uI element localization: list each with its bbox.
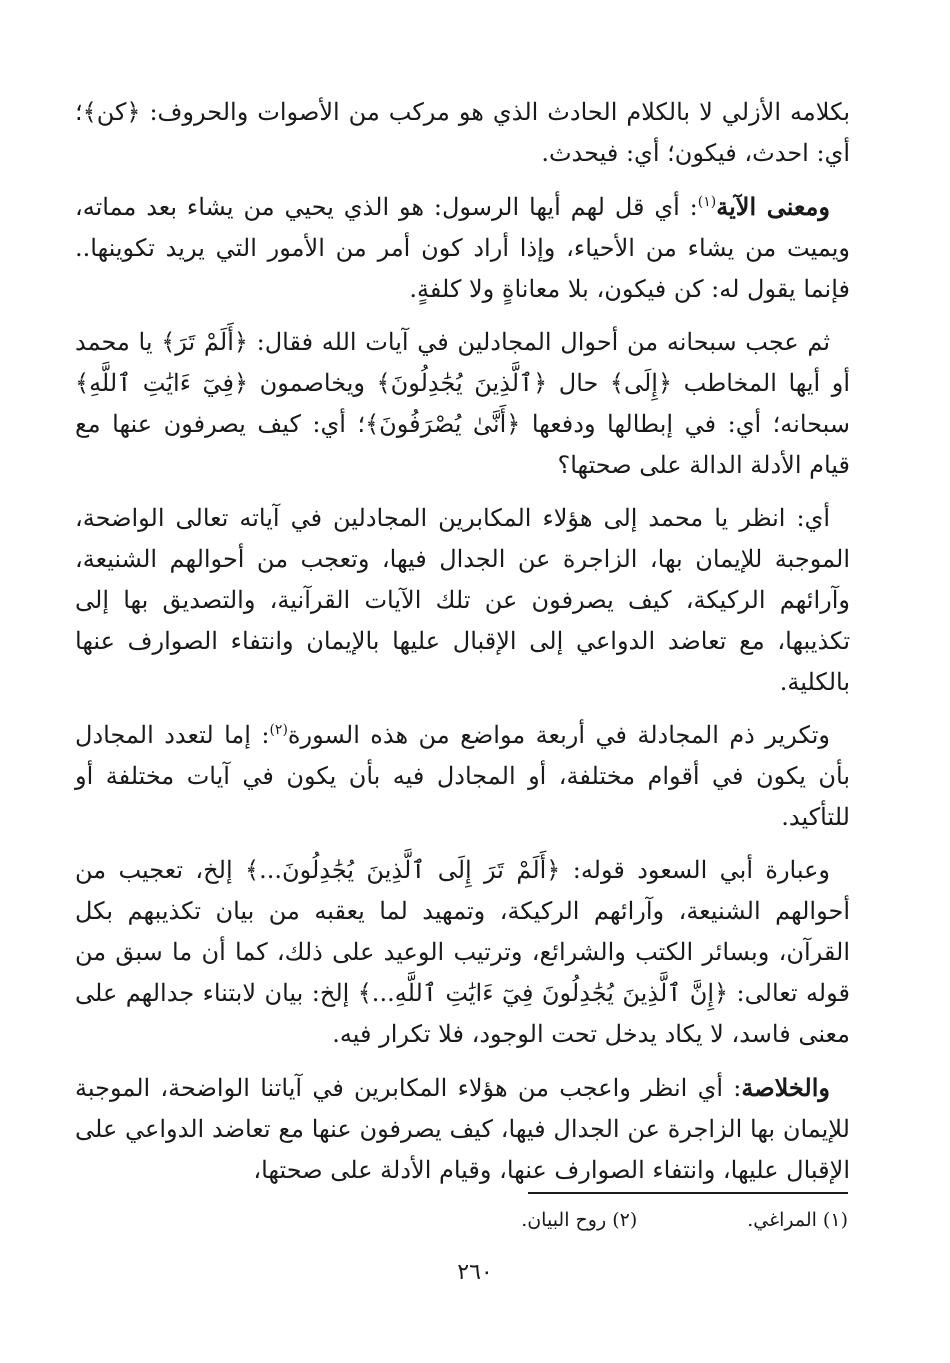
paragraph-text: : أي قل لهم أيها الرسول: هو الذي يحيي من يشاء بعد مماته، ويميت من يشاء من الأحياء، وإذا أراد كون أمر من الأمور التي يريد تكوينها.. فإنما يقول له: كن فيكون، بلا معاناةٍ ولا كلفةٍ. [75,193,850,303]
paragraph-3 [75,322,850,486]
footnote-ref: (١) [697,194,717,210]
paragraph-6 [75,850,850,1055]
paragraph-2 [75,186,850,310]
paragraph-5 [75,715,850,838]
footnote-2: (٢) روح البيان. [521,1209,638,1231]
paragraph-text: أي: انظر يا محمد إلى هؤلاء المكابرين المجادلين في آياته تعالى الواضحة، الموجبة للإيمان بها، الزاجرة عن الجدال فيها، وتعجب من أحوالهم الشنيعة، وآرائهم الركيكة، كيف يصرفون عن تلك الآيات القرآنية، والتصديق بها إلى تكذيبها، مع تعاضد الدواعي إلى الإقبال عليها بالإيمان وانتفاء الصوارف عنها بالكلية. [75,504,850,696]
paragraph-text: : إما لتعدد المجادل بأن يكون في أقوام مختلفة، أو المجادل فيه بأن يكون في آيات مختلفة أو للتأكيد. [75,721,851,831]
footnote-1: (١) المراغي. [747,1209,848,1231]
paragraph-4 [75,498,850,703]
paragraph-1 [75,92,850,174]
paragraph-7 [75,1067,850,1191]
paragraph-text: وعبارة أبي السعود قوله: ﴿أَلَمْ تَرَ إِلَى ٱلَّذِينَ يُجَٰدِلُونَ...﴾ إلخ، تعجيب من أحوالهم الشنيعة، وآرائهم الركيكة، وتمهيد لما يعقبه من بيان تكذيبهم بكل القرآن، وبسائر الكتب والشرائع، وترتيب الوعيد على ذلك، كما أن ما سبق من قوله تعالى: ﴿إِنَّ ٱلَّذِينَ يُجَٰدِلُونَ فِيٓ ءَايَٰتِ ٱللَّهِ...﴾ إلخ: بيان لابتناء جدالهم على معنى فاسد، لا يكاد يدخل تحت الوجود، فلا تكرار فيه. [75,856,850,1048]
footnotes [300,1205,848,1235]
paragraph-text: : أي انظر واعجب من هؤلاء المكابرين في آياتنا الواضحة، الموجبة للإيمان بها الزاجرة عن الجدال فيها، كيف يصرفون عنها مع تعاضد الدواعي على الإقبال عليها، وانتفاء الصوارف عنها، وقيام الأدلة على صحتها، [75,1074,850,1184]
paragraph-lead: ومعنى الآية [716,192,830,221]
main-text [75,92,850,1203]
paragraph-text: ثم عجب سبحانه من أحوال المجادلين في آيات الله فقال: ﴿أَلَمْ تَرَ﴾ يا محمد أو أيها المخاطب ﴿إِلَى﴾ حال ﴿ٱلَّذِينَ يُجَٰدِلُونَ﴾ ويخاصمون ﴿فِيٓ ءَايَٰتِ ٱللَّهِ﴾ سبحانه؛ أي: في إبطالها ودفعها ﴿أَنَّىٰ يُصْرَفُونَ﴾؛ أي: كيف يصرفون عنها مع قيام الأدلة الدالة على صحتها؟ [75,328,850,479]
footnote-divider [528,1192,848,1194]
paragraph-lead: والخلاصة [741,1073,830,1102]
paragraph-text-before: وتكرير ذم المجادلة في أربعة مواضع من هذه السورة [287,721,830,749]
page-number: ٢٦٠ [457,1260,493,1285]
paragraph-text: بكلامه الأزلي لا بالكلام الحادث الذي هو مركب من الأصوات والحروف: ﴿كن﴾؛ أي: احدث، فيكون؛ أي: فيحدث. [75,98,850,167]
footnote-ref: (٢) [269,722,288,738]
